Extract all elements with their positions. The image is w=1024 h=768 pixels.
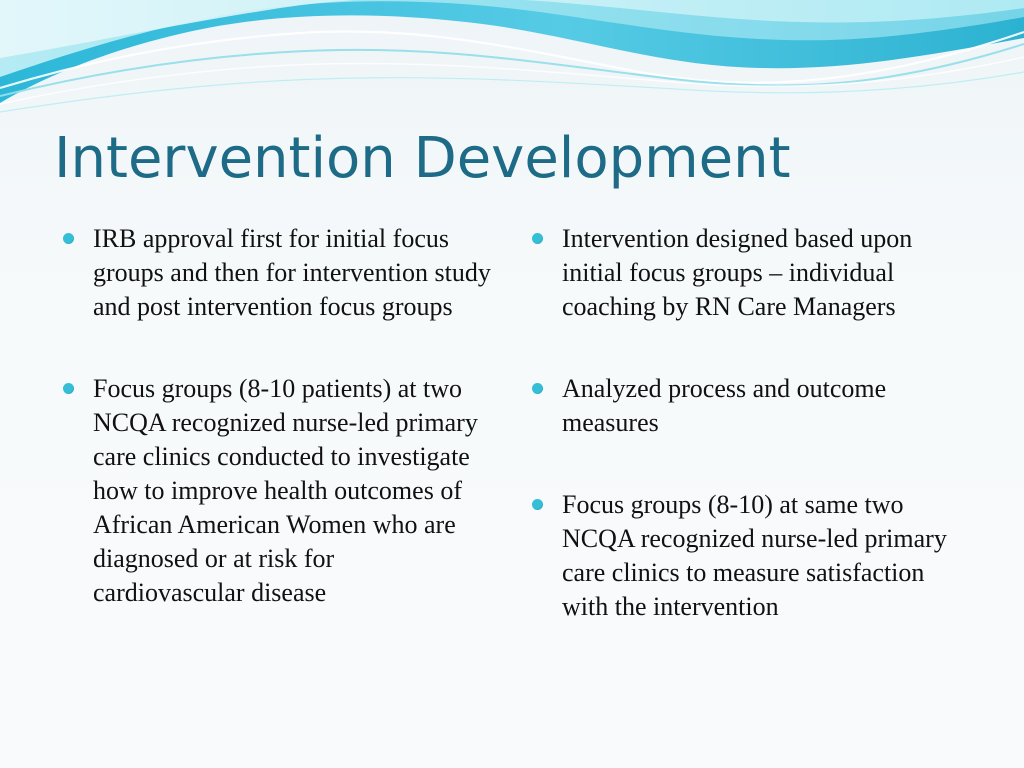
header-wave-decoration <box>0 0 1024 130</box>
bullet-icon <box>63 233 74 244</box>
left-bullet-1-text: IRB approval first for initial focus groups and then for intervention study and post intervention focus groups <box>93 224 491 321</box>
right-bullet-1-text: Intervention designed based upon initial focus groups – individual coaching by RN Care Managers <box>562 224 913 321</box>
right-bullet-1 <box>531 222 961 324</box>
left-bullet-column <box>62 222 492 610</box>
bullet-icon <box>63 383 74 394</box>
slide-title: Intervention Development <box>54 126 791 191</box>
left-bullet-1 <box>62 222 492 324</box>
bullet-icon <box>532 499 543 510</box>
right-bullet-3 <box>531 488 961 624</box>
left-bullet-2 <box>62 372 492 610</box>
right-bullet-2 <box>531 372 961 440</box>
left-bullet-2-text: Focus groups (8-10 patients) at two NCQA recognized nurse-led primary care clinics conducted to investigate how to improve health outcomes of African American Women who are diagnosed or at risk for cardiovascular disease <box>93 374 478 607</box>
right-bullet-column <box>531 222 961 624</box>
right-bullet-3-text: Focus groups (8-10) at same two NCQA recognized nurse-led primary care clinics to measure satisfaction with the intervention <box>562 490 947 621</box>
right-bullet-2-text: Analyzed process and outcome measures <box>562 374 887 437</box>
bullet-icon <box>532 383 543 394</box>
bullet-icon <box>532 233 543 244</box>
